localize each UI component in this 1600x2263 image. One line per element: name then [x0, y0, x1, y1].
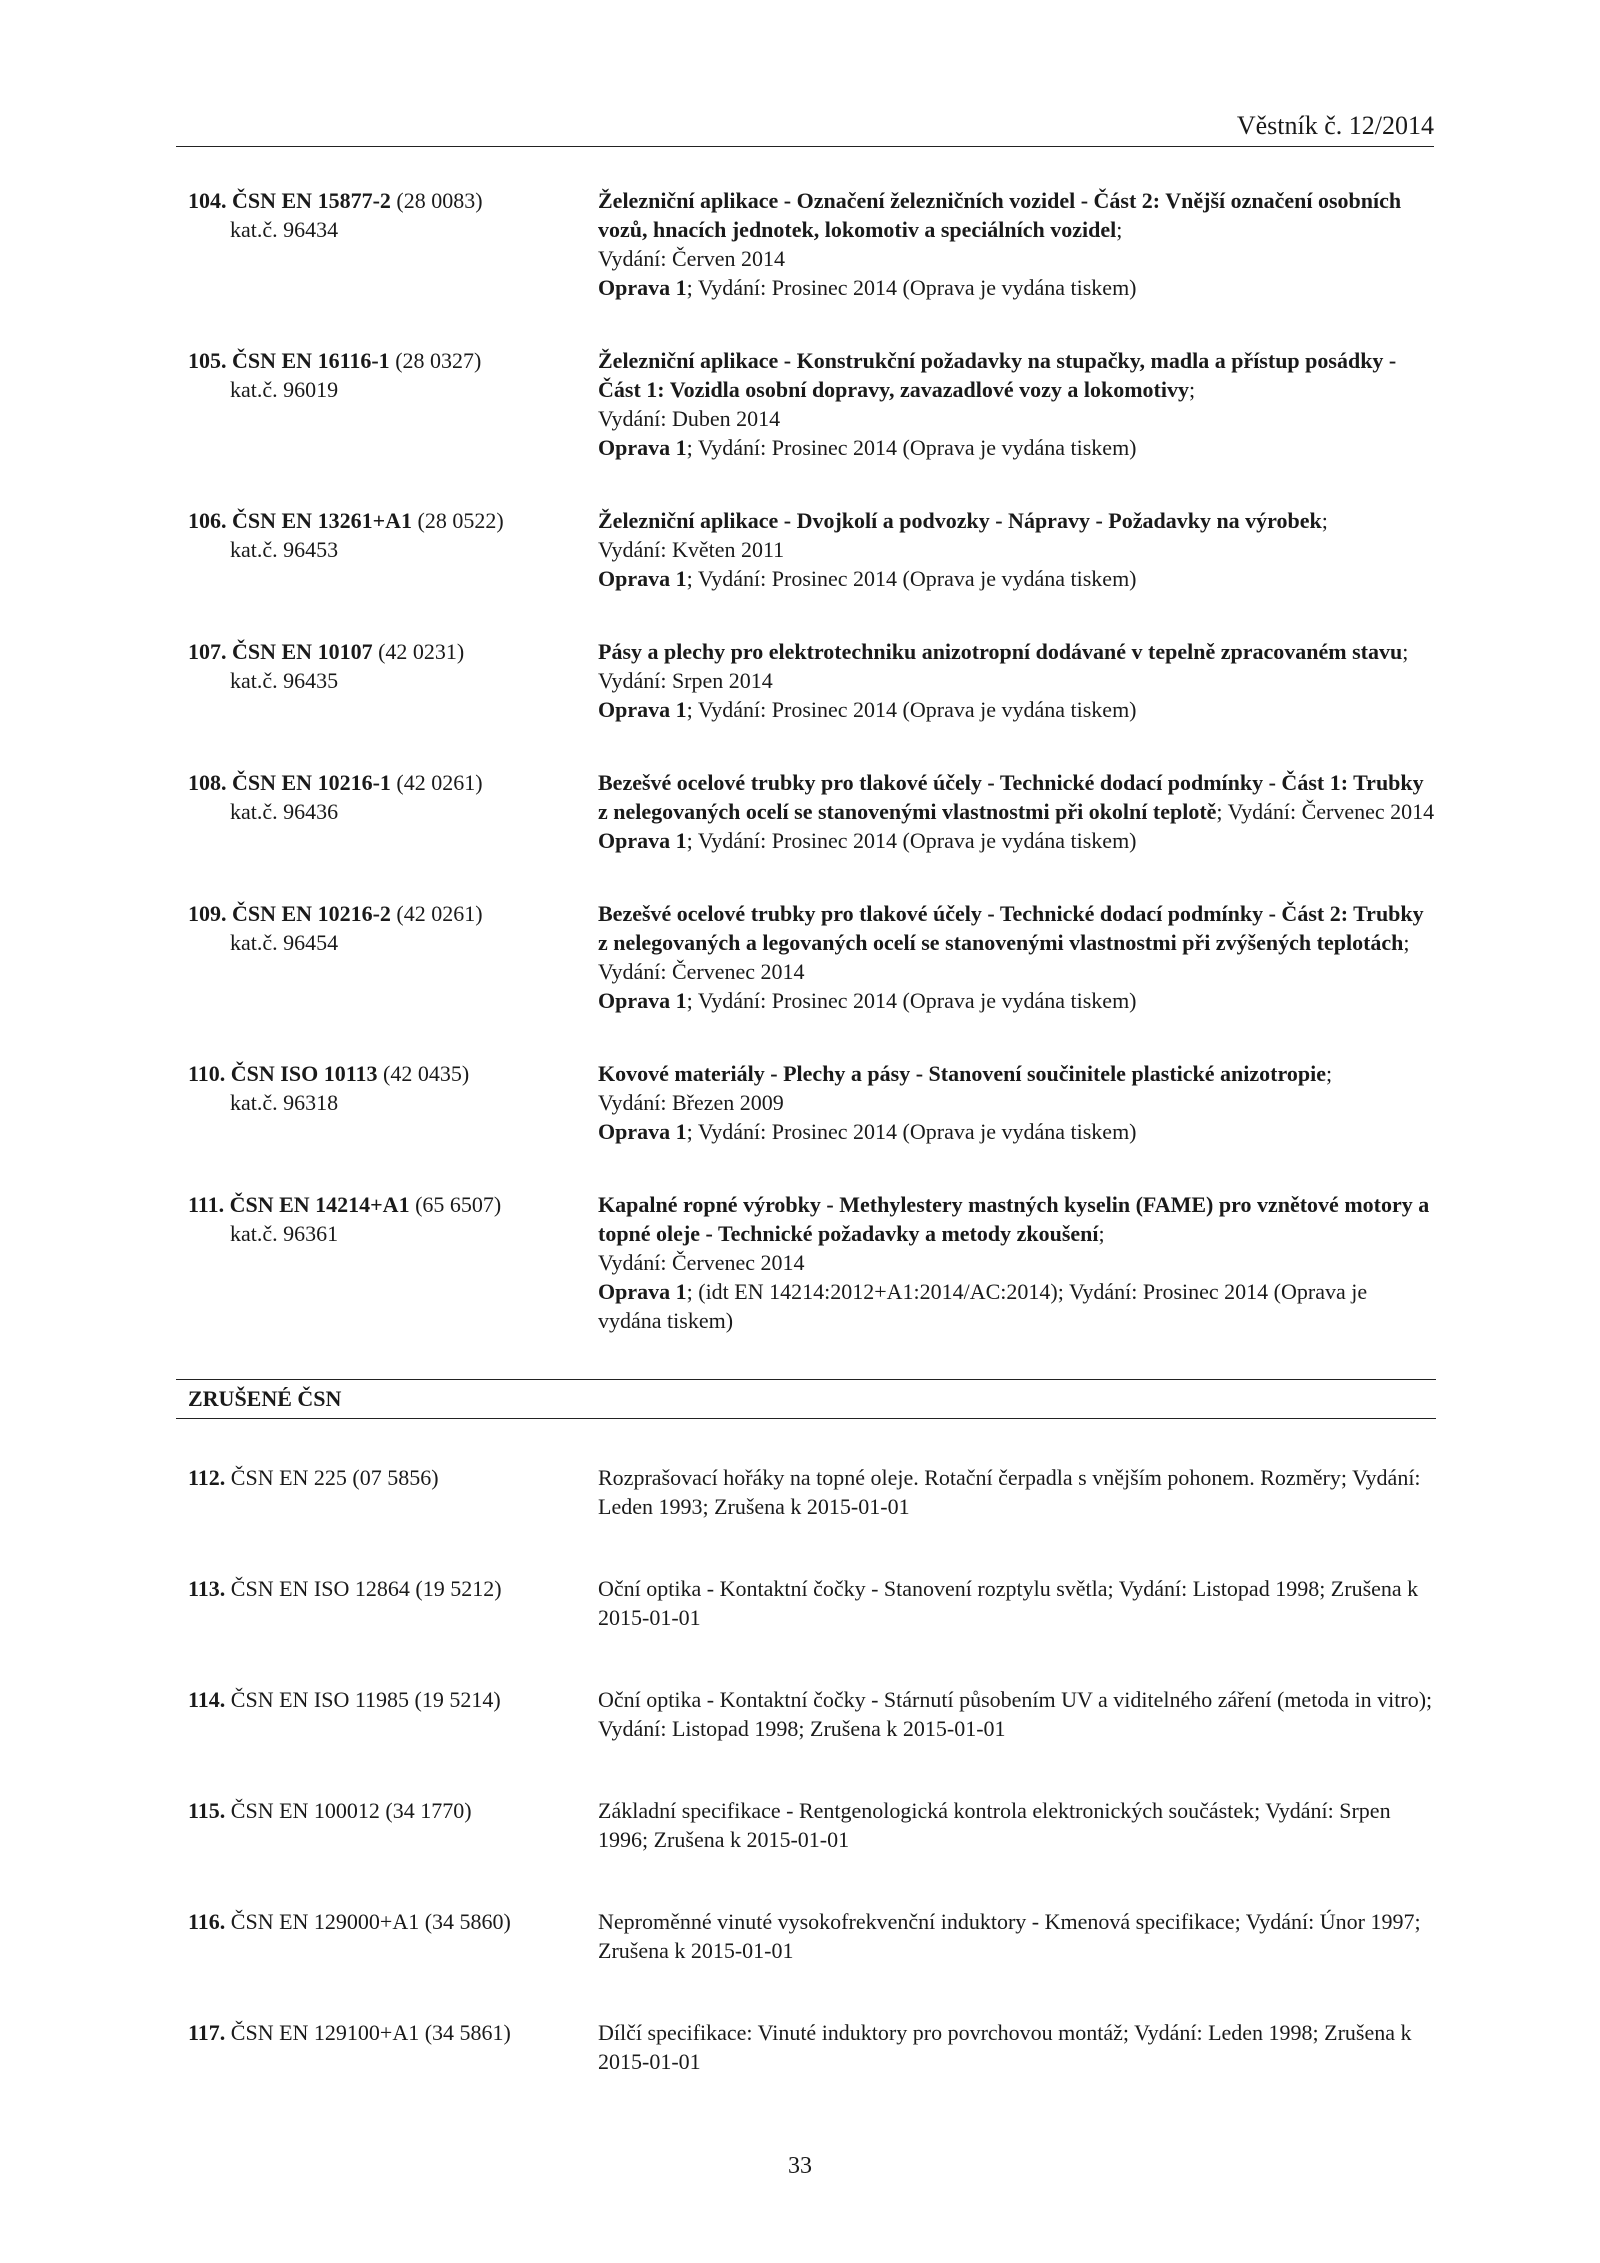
entry-catalog: kat.č. 96435 [230, 668, 339, 693]
correction-label: Oprava 1 [598, 435, 687, 460]
entry-description: Neproměnné vinuté vysokofrekvenční induktory - Kmenová specifikace; Vydání: Únor 1997; Zrušena k 2015-01-01 [598, 1909, 1421, 1963]
entry-id [176, 1463, 598, 1521]
entry-id [176, 637, 598, 724]
correction-text: ; Vydání: Prosinec 2014 (Oprava je vydána tiskem) [686, 697, 1137, 722]
entry-catalog: kat.č. 96434 [230, 217, 339, 242]
entry-class: (28 0083) [390, 188, 483, 213]
entry-id [176, 346, 598, 462]
entry-code: ČSN EN 13261+A1 [232, 508, 412, 533]
entry-number: 114. [188, 1687, 226, 1712]
entry-code: ČSN EN 129000+A1 (34 5860) [225, 1909, 511, 1934]
entry-id [176, 2018, 598, 2076]
entry-id [176, 768, 598, 855]
entry-code: ČSN EN 15877-2 [232, 188, 391, 213]
entry-class: (42 0231) [372, 639, 465, 664]
entry-title-suffix: ; [1188, 377, 1196, 402]
entry-number: 111. [188, 1192, 230, 1217]
entry-number: 113. [188, 1576, 226, 1601]
entry-description [598, 1059, 1436, 1146]
correction-label: Oprava 1 [598, 988, 687, 1013]
entry-description [598, 768, 1436, 855]
entry-title-suffix: ; [1116, 217, 1123, 242]
standard-entry [176, 1059, 1436, 1146]
entry-title: Bezešvé ocelové trubky pro tlakové účely - Technické dodací podmínky - Část 1: Trubky z nelegovaných ocelí se stanovenými vlastnostmi při okolní teplotě [598, 770, 1424, 824]
entry-id [176, 1059, 598, 1146]
entry-class: (42 0261) [390, 901, 483, 926]
entry-id [176, 1907, 598, 1965]
withdrawn-entry [176, 2018, 1436, 2076]
entry-number: 106. [188, 508, 232, 533]
entry-title: Železniční aplikace - Označení železničních vozidel - Část 2: Vnější označení osobních vozů, hnacích jednotek, lokomotiv a speciálních vozidel [598, 188, 1402, 242]
page-number: 33 [788, 2153, 812, 2179]
entry-title-suffix: ; Vydání: Červenec 2014 [1216, 799, 1435, 824]
entry-number: 112. [188, 1465, 226, 1490]
entry-title-suffix: ; [1325, 1061, 1333, 1086]
correction-text: ; Vydání: Prosinec 2014 (Oprava je vydána tiskem) [686, 988, 1137, 1013]
entry-description: Oční optika - Kontaktní čočky - Stárnutí působením UV a viditelného záření (metoda in vitro); Vydání: Listopad 1998; Zrušena k 2015-01-01 [598, 1687, 1433, 1741]
entry-number: 117. [188, 2020, 226, 2045]
entry-title-suffix: ; Vydání: Srpen 2014 [598, 639, 1409, 693]
correction-text: ; Vydání: Prosinec 2014 (Oprava je vydána tiskem) [686, 435, 1137, 460]
standard-entry [176, 1190, 1436, 1335]
standard-entry [176, 506, 1436, 593]
correction-text: ; Vydání: Prosinec 2014 (Oprava je vydána tiskem) [686, 828, 1137, 853]
entry-title: Bezešvé ocelové trubky pro tlakové účely - Technické dodací podmínky - Část 2: Trubky z nelegovaných a legovaných ocelí se stanovenými vlastnostmi při zvýšených teplotách [598, 901, 1424, 955]
withdrawn-entry [176, 1463, 1436, 1521]
standard-entry [176, 186, 1436, 302]
bulletin-title: Věstník č. 12/2014 [1236, 111, 1434, 140]
entry-title-suffix: ; Vydání: Červenec 2014 [598, 930, 1410, 984]
entry-code: ČSN ISO 10113 [230, 1061, 378, 1086]
correction-text: ; Vydání: Prosinec 2014 (Oprava je vydána tiskem) [686, 1119, 1137, 1144]
entry-class: (65 6507) [409, 1192, 502, 1217]
entry-description [598, 899, 1436, 1015]
page-header [176, 106, 1434, 147]
entry-id [176, 186, 598, 302]
entry-issue: Vydání: Březen 2009 [598, 1090, 784, 1115]
entry-class: (28 0522) [412, 508, 504, 533]
entry-description [598, 506, 1436, 593]
entry-description: Základní specifikace - Rentgenologická kontrola elektronických součástek; Vydání: Srpen 1996; Zrušena k 2015-01-01 [598, 1798, 1391, 1852]
correction-label: Oprava 1 [598, 697, 687, 722]
entry-title: Železniční aplikace - Dvojkolí a podvozky - Nápravy - Požadavky na výrobek [598, 508, 1322, 533]
entry-description: Oční optika - Kontaktní čočky - Stanovení rozptylu světla; Vydání: Listopad 1998; Zrušena k 2015-01-01 [598, 1576, 1419, 1630]
entry-id [176, 899, 598, 1015]
entry-issue: Vydání: Červenec 2014 [598, 1250, 805, 1275]
entry-title: Železniční aplikace - Konstrukční požadavky na stupačky, madla a přístup posádky - Část 1: Vozidla osobní dopravy, zavazadlové vozy a lokomotivy [598, 348, 1397, 402]
entry-title: Kovové materiály - Plechy a pásy - Stanovení součinitele plastické anizotropie [598, 1061, 1326, 1086]
entry-catalog: kat.č. 96454 [230, 930, 339, 955]
withdrawn-entry [176, 1907, 1436, 1965]
entry-catalog: kat.č. 96453 [230, 537, 339, 562]
entry-description: Rozprašovací hořáky na topné oleje. Rotační čerpadla s vnějším pohonem. Rozměry; Vydání: Leden 1993; Zrušena k 2015-01-01 [598, 1465, 1421, 1519]
section-title: ZRUŠENÉ ČSN [188, 1386, 342, 1411]
standard-entry [176, 768, 1436, 855]
entry-code: ČSN EN 10216-2 [232, 901, 391, 926]
correction-text: ; Vydání: Prosinec 2014 (Oprava je vydána tiskem) [686, 566, 1137, 591]
correction-label: Oprava 1 [598, 275, 687, 300]
entry-code: ČSN EN 10216-1 [232, 770, 391, 795]
entry-catalog: kat.č. 96436 [230, 799, 339, 824]
entry-number: 108. [188, 770, 232, 795]
correction-text: ; Vydání: Prosinec 2014 (Oprava je vydána tiskem) [686, 275, 1137, 300]
entry-description [598, 637, 1436, 724]
entry-class: (42 0261) [390, 770, 483, 795]
withdrawn-entry [176, 1796, 1436, 1854]
withdrawn-entry [176, 1574, 1436, 1632]
standard-entry [176, 346, 1436, 462]
entry-catalog: kat.č. 96019 [230, 377, 339, 402]
entry-issue: Vydání: Květen 2011 [598, 537, 785, 562]
withdrawn-entry [176, 1685, 1436, 1743]
correction-text: ; (idt EN 14214:2012+A1:2014/AC:2014); Vydání: Prosinec 2014 (Oprava je vydána tiskem) [598, 1279, 1368, 1333]
entry-number: 109. [188, 901, 232, 926]
standard-entry [176, 899, 1436, 1015]
entry-issue: Vydání: Duben 2014 [598, 406, 781, 431]
entry-number: 110. [188, 1061, 231, 1086]
entry-code: ČSN EN 14214+A1 [229, 1192, 410, 1217]
entry-number: 107. [188, 639, 232, 664]
entry-code: ČSN EN 225 (07 5856) [225, 1465, 439, 1490]
entry-description [598, 346, 1436, 462]
entry-description [598, 1190, 1436, 1335]
entry-number: 104. [188, 188, 232, 213]
entry-title-suffix: ; [1321, 508, 1328, 533]
entry-id [176, 1190, 598, 1335]
correction-label: Oprava 1 [598, 1119, 687, 1144]
entry-catalog: kat.č. 96318 [230, 1090, 339, 1115]
entry-title: Kapalné ropné výrobky - Methylestery mastných kyselin (FAME) pro vznětové motory a topné oleje - Technické požadavky a metody zkoušení [598, 1192, 1430, 1246]
entry-id [176, 1574, 598, 1632]
entry-code: ČSN EN ISO 11985 (19 5214) [225, 1687, 501, 1712]
entry-id [176, 1796, 598, 1854]
entry-code: ČSN EN 129100+A1 (34 5861) [225, 2020, 511, 2045]
entry-number: 116. [188, 1909, 226, 1934]
standard-entry [176, 637, 1436, 724]
entry-number: 115. [188, 1798, 226, 1823]
entry-code: ČSN EN 100012 (34 1770) [225, 1798, 472, 1823]
correction-label: Oprava 1 [598, 828, 687, 853]
entry-id [176, 1685, 598, 1743]
entry-class: (42 0435) [377, 1061, 470, 1086]
entries-list [176, 186, 1436, 2129]
entry-code: ČSN EN 10107 [232, 639, 373, 664]
entry-title-suffix: ; [1098, 1221, 1105, 1246]
entry-code: ČSN EN 16116-1 [232, 348, 390, 373]
entry-issue: Vydání: Červen 2014 [598, 246, 785, 271]
correction-label: Oprava 1 [598, 566, 687, 591]
entry-description [598, 186, 1436, 302]
entry-title: Pásy a plechy pro elektrotechniku anizotropní dodávané v tepelně zpracovaném stavu [598, 639, 1403, 664]
entry-catalog: kat.č. 96361 [230, 1221, 339, 1246]
entry-class: (28 0327) [389, 348, 482, 373]
entry-description: Dílčí specifikace: Vinuté induktory pro povrchovou montáž; Vydání: Leden 1998; Zrušena k 2015-01-01 [598, 2020, 1412, 2074]
section-heading [176, 1379, 1436, 1419]
entry-number: 105. [188, 348, 232, 373]
correction-label: Oprava 1 [598, 1279, 687, 1304]
entry-id [176, 506, 598, 593]
entry-code: ČSN EN ISO 12864 (19 5212) [225, 1576, 502, 1601]
